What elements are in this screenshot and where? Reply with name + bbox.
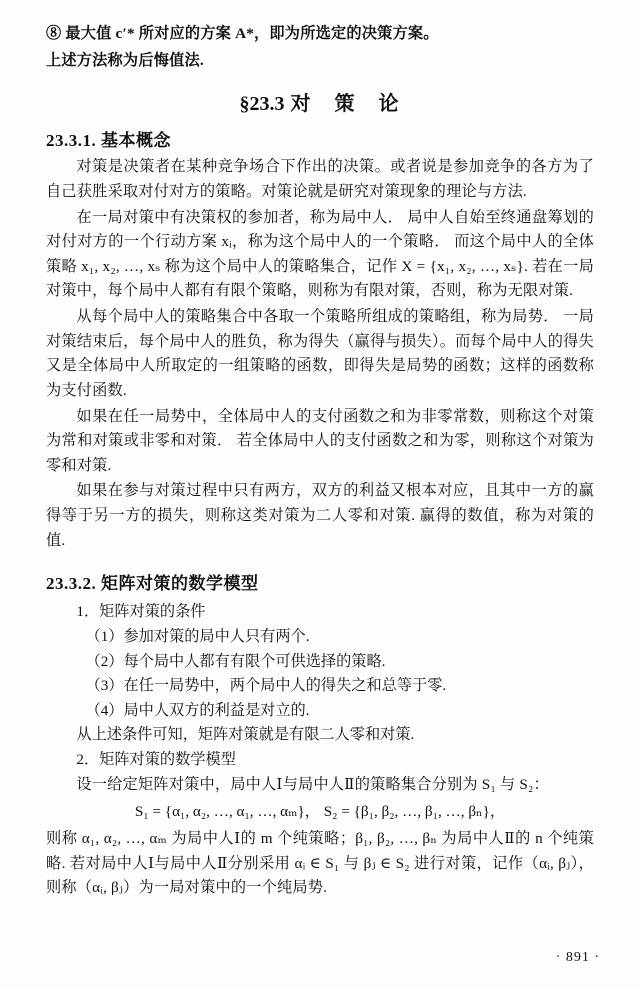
item-2-title: 2．矩阵对策的数学模型 (76, 751, 236, 768)
sub1-paragraph-2: 在一局对策中有决策权的参加者，称为局中人． 局中人自始至终通盘筹划的对付对方的一个行动方案 xᵢ，称为这个局中人的一个策略． 而这个局中人的全体策略 x₁, x₂, …, xₛ 称为这个局中人的策略集合，记作 X = {x₁, x₂, …, xₛ}. 若在一局对策中，每个局中人都有有限个策略，则称为有限对策，否则，称为无限对策. (46, 208, 594, 300)
sub1-paragraph-4: 如果在任一局势中，全体局中人的支付函数之和为非零常数，则称这个对策为常和对策或非零和对策． 若全体局中人的支付函数之和为零，则称这个对策为零和对策. (46, 407, 594, 474)
section-title (46, 87, 594, 116)
condition-3: （3）在任一局势中，两个局中人的得失之和总等于零. (85, 677, 447, 695)
model-paragraph-1: 设一给定矩阵对策中，局中人Ⅰ与局中人Ⅱ的策略集合分别为 S₁ 与 S₂： (76, 775, 549, 793)
subsection-2-heading: 23.3.2. 矩阵对策的数学模型 (46, 574, 259, 594)
sub1-paragraph-3: 从每个局中人的策略集合中各取一个策略所组成的策略组，称为局势． 一局对策结束后，每个局中人的胜负，称为得失（赢得与损失）。而每个局中人的得失又是全体局中人所取定的一组策略的函数，即得失是局势的函数；这样的函数称为支付函数. (46, 308, 594, 399)
top-lines-block (46, 22, 594, 73)
top-line-2: 上述方法称为后悔值法. (46, 51, 204, 69)
strategy-set-formula: S₁ = {α₁, α₂, …, α₁, …, αₘ}， S₂ = {β₁, β₂, …, β₁, …, βₙ}， (134, 803, 506, 821)
condition-1: （1）参加对策的局中人只有两个. (85, 627, 310, 645)
sub1-paragraph-1: 对策是决策者在某种竞争场合下作出的决策。或者说是参加竞争的各方为了自己获胜采取对付对方的策略。对策论就是研究对策现象的理论与方法. (46, 158, 594, 200)
section-number: §23.3 (239, 93, 285, 116)
sub1-paragraph-5: 如果在参与对策过程中只有两方，双方的利益又根本对应，且其中一方的赢得等于另一方的损失，则称这类对策为二人零和对策. 赢得的数值，称为对策的值. (46, 482, 594, 549)
conditions-conclusion: 从上述条件可知，矩阵对策就是有限二人零和对策. (76, 726, 415, 744)
item-1-title: 1．矩阵对策的条件 (76, 603, 206, 621)
condition-4: （4）局中人双方的利益是对立的. (85, 701, 310, 719)
section-title-text: 对 策 论 (290, 93, 401, 116)
condition-2: （2）每个局中人都有有限个可供选择的策略. (85, 652, 386, 670)
page-content (46, 22, 594, 902)
model-paragraph-after-formula: 则称 α₁, α₂, …, αₘ 为局中人Ⅰ的 m 个纯策略；β₁, β₂, …, βₙ 为局中人Ⅱ的 n 个纯策略. 若对局中人Ⅰ与局中人Ⅱ分别采用 αᵢ ∈ S₁ 与 βⱼ ∈ S₂ 进行对策，记作（αᵢ, βⱼ），则称（αᵢ, βⱼ）为一局对策中的一个纯局势. (46, 830, 594, 897)
page-number: · 891 · (555, 950, 600, 965)
top-line-1: ⑧ 最大值 c′* 所对应的方案 A*，即为所选定的决策方案。 (46, 25, 439, 42)
subsection-1-heading: 23.3.1. 基本概念 (46, 131, 171, 151)
